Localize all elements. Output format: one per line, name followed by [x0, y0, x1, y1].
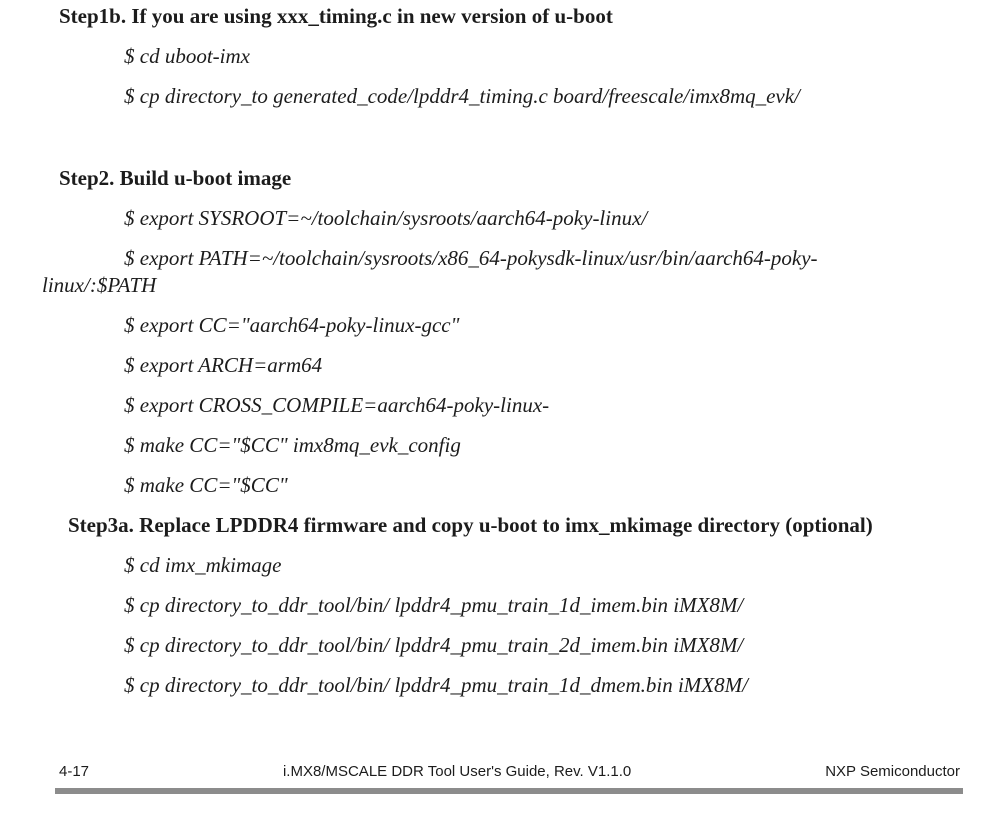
command-line: $ cp directory_to_ddr_tool/bin/ lpddr4_pmu_train_1d_dmem.bin iMX8M/ — [124, 673, 748, 697]
footer-doc-title: i.MX8/MSCALE DDR Tool User's Guide, Rev. V1.1.0 — [282, 763, 632, 780]
command-line: $ cp directory_to generated_code/lpddr4_timing.c board/freescale/imx8mq_evk/ — [124, 84, 800, 108]
step-heading: Step2. Build u-boot image — [59, 166, 292, 190]
step-heading: Step1b. If you are using xxx_timing.c in new version of u-boot — [59, 4, 613, 28]
command-line: $ cp directory_to_ddr_tool/bin/ lpddr4_pmu_train_1d_imem.bin iMX8M/ — [124, 593, 744, 617]
command-line: $ export CC="aarch64-poky-linux-gcc" — [124, 313, 460, 337]
footer-rule — [55, 788, 963, 794]
command-line: $ make CC="$CC" — [124, 473, 288, 497]
command-line: $ cp directory_to_ddr_tool/bin/ lpddr4_pmu_train_2d_imem.bin iMX8M/ — [124, 633, 744, 657]
command-line: $ cd uboot-imx — [124, 44, 250, 68]
page-footer — [59, 763, 960, 780]
command-line-part: linux/:$PATH — [42, 273, 157, 297]
command-line: $ cd imx_mkimage — [124, 553, 282, 577]
command-line-part: $ export PATH=~/toolchain/sysroots/x86_64-pokysdk-linux/usr/bin/aarch64-poky- — [124, 246, 818, 270]
publisher-name: NXP Semiconductor — [825, 763, 960, 780]
command-line: $ make CC="$CC" imx8mq_evk_config — [124, 433, 461, 457]
page-number: 4-17 — [59, 763, 90, 780]
document-page — [0, 3, 999, 712]
command-line: $ export SYSROOT=~/toolchain/sysroots/aarch64-poky-linux/ — [124, 206, 648, 230]
step-heading: Step3a. Replace LPDDR4 firmware and copy u-boot to imx_mkimage directory (optional) — [68, 513, 873, 537]
command-line: $ export ARCH=arm64 — [124, 353, 323, 377]
command-line — [42, 245, 969, 299]
command-line: $ export CROSS_COMPILE=aarch64-poky-linux- — [124, 393, 550, 417]
